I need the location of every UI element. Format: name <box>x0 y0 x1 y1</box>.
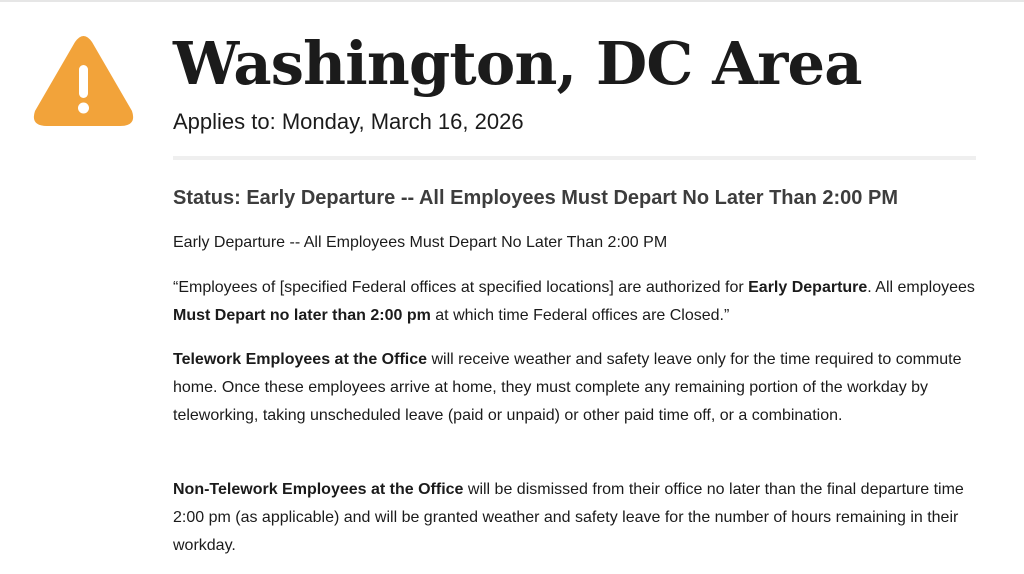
telework-label: Telework Employees at the Office <box>173 351 428 368</box>
alert-warning-icon <box>31 33 136 129</box>
status-heading: Status: Early Departure -- All Employees Must Depart No Later Than 2:00 PM <box>173 187 898 209</box>
top-border <box>0 0 1024 2</box>
non-telework-paragraph <box>173 476 978 560</box>
quote-text-3: at which time Federal offices are Closed.” <box>430 307 730 324</box>
quote-bold-early-departure: Early Departure <box>748 279 868 296</box>
non-telework-label: Non-Telework Employees at the Office <box>173 481 464 498</box>
divider <box>173 156 976 160</box>
early-departure-quote <box>173 274 978 330</box>
exclamation-bar <box>79 65 88 98</box>
non-telework-text: will be dismissed from their office no later than the final departure time 2:00 pm (as applicable) and will be granted weather and safety leave for the number of hours remaining in their workday. <box>173 481 964 554</box>
status-summary: Early Departure -- All Employees Must Depart No Later Than 2:00 PM <box>173 234 668 251</box>
applies-to-date: Applies to: Monday, March 16, 2026 <box>173 109 524 134</box>
quote-text-2: . All employees <box>867 279 975 296</box>
page-title: Washington, DC Area <box>173 29 862 98</box>
quote-bold-must-depart: Must Depart no later than 2:00 pm <box>173 307 431 324</box>
telework-paragraph <box>173 346 978 430</box>
exclamation-dot <box>78 103 89 114</box>
telework-text: will receive weather and safety leave only for the time required to commute home. Once these employees arrive at home, they must complete any remaining portion of the workday by teleworking, taking unscheduled leave (paid or unpaid) or other paid time off, or a combination. <box>173 351 962 424</box>
quote-text-1: “Employees of [specified Federal offices at specified locations] are authorized for <box>173 279 749 296</box>
